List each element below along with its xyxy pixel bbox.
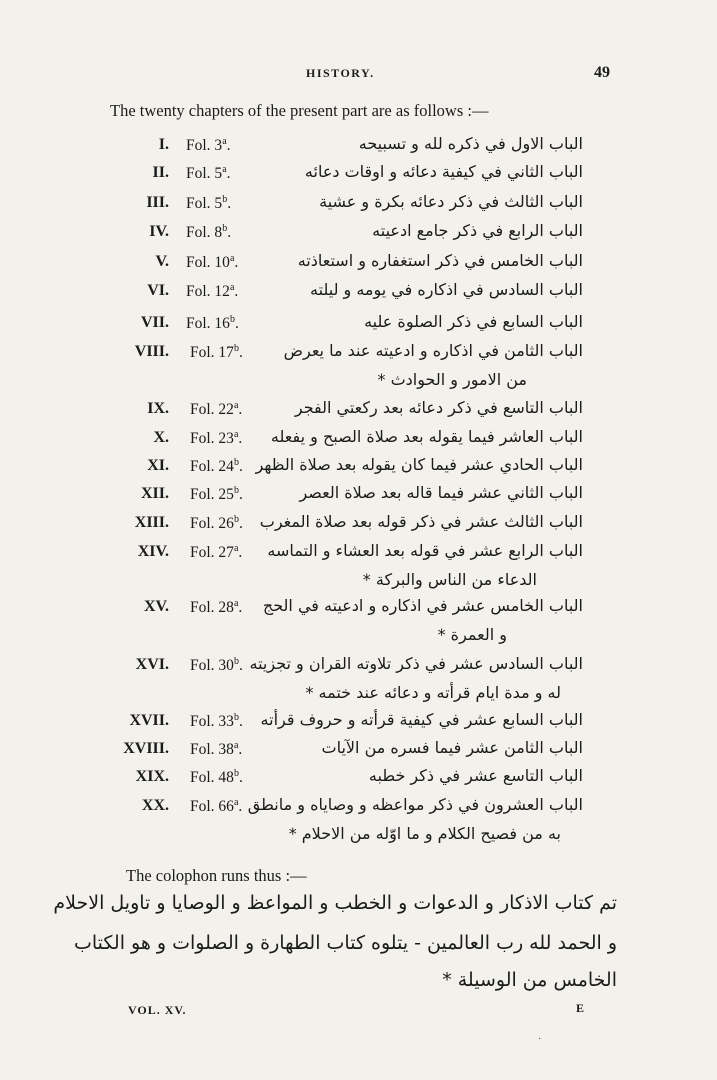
chapter-title-arabic: الباب العاشر فيما يقوله بعد صلاة الصبح و يفعله xyxy=(270,427,583,446)
folio-side: b xyxy=(229,314,235,325)
folio-side: a xyxy=(233,400,239,411)
folio-number: Fol. 16 xyxy=(186,315,230,333)
folio-side: b xyxy=(233,712,239,723)
folio-period: . xyxy=(234,254,239,272)
folio-period: . xyxy=(234,283,239,301)
chapter-title-continuation: له و مدة ايام قرأته و دعائه عند ختمه * xyxy=(305,683,561,702)
chapter-title-arabic: الباب التاسع عشر في ذكر خطبه xyxy=(368,766,583,785)
folio-side: a xyxy=(233,598,239,609)
folio-side: b xyxy=(233,656,239,667)
folio-side: a xyxy=(233,543,239,554)
folio-number: Fol. 33 xyxy=(190,713,234,731)
folio-period: . xyxy=(238,344,243,362)
chapter-row xyxy=(0,795,717,843)
folio-number: Fol. 5 xyxy=(186,165,223,183)
folio-number: Fol. 12 xyxy=(186,283,230,301)
chapter-numeral: V. xyxy=(155,253,169,270)
folio-period: . xyxy=(238,515,243,533)
folio-reference xyxy=(190,485,243,504)
folio-reference xyxy=(190,543,242,562)
folio-reference xyxy=(190,768,243,787)
folio-number: Fol. 17 xyxy=(190,344,234,362)
chapter-title-arabic: الباب الرابع في ذكر جامع ادعيته xyxy=(372,221,583,240)
chapter-row xyxy=(0,541,717,589)
folio-period: . xyxy=(238,657,243,675)
folio-side: a xyxy=(233,740,239,751)
chapter-numeral: IX. xyxy=(147,400,169,417)
chapter-row xyxy=(0,768,717,796)
folio-side: a xyxy=(222,164,227,175)
page-number: 49 xyxy=(594,64,610,81)
chapter-row xyxy=(0,282,717,310)
chapter-title-arabic: الباب الحادي عشر فيما كان يقوله بعد صلاة الظهر xyxy=(255,455,583,474)
chapter-title-continuation: من الامور و الحوادث * xyxy=(377,370,527,389)
chapter-title-arabic: الباب الثامن عشر فيما فسره من الآيات xyxy=(321,738,583,757)
printer-signature: E xyxy=(576,1001,585,1015)
chapter-title-continuation: الدعاء من الناس والبركة * xyxy=(362,570,537,589)
chapter-row xyxy=(0,740,717,768)
folio-period: . xyxy=(226,165,231,183)
chapter-row xyxy=(0,194,717,222)
chapter-numeral: I. xyxy=(158,136,169,153)
chapter-row xyxy=(0,457,717,485)
chapter-numeral: XIV. xyxy=(137,543,169,560)
folio-number: Fol. 10 xyxy=(186,254,230,272)
folio-side: b xyxy=(233,343,239,354)
chapter-numeral: II. xyxy=(152,164,169,181)
chapter-numeral: XVIII. xyxy=(123,740,169,757)
chapter-numeral: XII. xyxy=(140,485,169,502)
folio-reference xyxy=(186,314,239,333)
chapter-title-arabic: الباب العشرون في ذكر مواعظه و وصاياه و مانطق xyxy=(247,795,583,814)
chapter-row xyxy=(0,654,717,702)
folio-side: a xyxy=(222,136,227,147)
folio-number: Fol. 3 xyxy=(186,137,223,155)
chapter-row xyxy=(0,223,717,251)
chapter-title-arabic: الباب الرابع عشر في قوله بعد العشاء و التماسه xyxy=(267,541,583,560)
chapter-numeral: VII. xyxy=(140,314,169,331)
colophon-intro: The colophon runs thus :— xyxy=(126,866,307,885)
chapter-numeral: VIII. xyxy=(134,343,169,360)
page-mark: · xyxy=(538,1034,542,1045)
chapter-title-arabic: الباب الثامن في اذكاره و ادعيته عند ما يعرض xyxy=(283,341,583,360)
chapter-title-continuation: به من فصيح الكلام و ما اوّله من الاحلام * xyxy=(288,824,561,843)
folio-reference xyxy=(190,712,243,731)
folio-side: a xyxy=(229,282,235,293)
folio-number: Fol. 27 xyxy=(190,544,234,562)
chapter-numeral: VI. xyxy=(147,282,169,299)
running-head xyxy=(0,64,717,84)
folio-reference xyxy=(186,164,231,183)
chapter-row xyxy=(0,314,717,342)
chapter-title-arabic: الباب السابع في ذكر الصلوة عليه xyxy=(364,312,583,331)
chapter-title-arabic: الباب الثالث في ذكر دعائه بكرة و عشية xyxy=(319,192,583,211)
folio-reference xyxy=(186,194,231,213)
folio-reference xyxy=(190,740,242,759)
chapter-row xyxy=(0,514,717,542)
folio-reference xyxy=(190,598,242,617)
chapter-row xyxy=(0,164,717,192)
chapter-title-continuation: و العمرة * xyxy=(437,625,507,644)
chapter-title-arabic: الباب السابع عشر في كيفية قرأته و حروف قرأته xyxy=(260,710,583,729)
chapter-row xyxy=(0,253,717,281)
intro-text: The twenty chapters of the present part are as follows :— xyxy=(110,101,489,120)
folio-number: Fol. 48 xyxy=(190,769,234,787)
folio-period: . xyxy=(238,430,243,448)
folio-number: Fol. 38 xyxy=(190,741,234,759)
chapter-numeral: III. xyxy=(146,194,169,211)
chapter-row xyxy=(0,341,717,389)
volume-signature: VOL. XV. xyxy=(128,1003,187,1017)
folio-reference xyxy=(186,223,231,242)
folio-side: a xyxy=(233,429,239,440)
chapter-numeral: XVII. xyxy=(129,712,169,729)
folio-period: . xyxy=(238,741,243,759)
chapter-title-arabic: الباب السادس في اذكاره في يومه و ليلته xyxy=(310,280,583,299)
folio-period: . xyxy=(227,195,232,213)
chapter-title-arabic: الباب الاول في ذكره لله و تسبيحه xyxy=(358,134,583,153)
folio-period: . xyxy=(226,137,231,155)
folio-reference xyxy=(190,400,242,419)
chapter-title-arabic: الباب التاسع في ذكر دعائه بعد ركعتي الفجر xyxy=(294,398,583,417)
folio-period: . xyxy=(227,224,232,242)
folio-reference xyxy=(190,514,243,533)
folio-number: Fol. 28 xyxy=(190,599,234,617)
chapter-numeral: XIX. xyxy=(135,768,169,785)
folio-number: Fol. 26 xyxy=(190,515,234,533)
folio-number: Fol. 22 xyxy=(190,401,234,419)
folio-period: . xyxy=(238,798,243,816)
chapter-numeral: XI. xyxy=(147,457,169,474)
chapter-numeral: XVI. xyxy=(135,656,169,673)
folio-reference xyxy=(186,136,231,155)
folio-number: Fol. 8 xyxy=(186,224,223,242)
folio-reference xyxy=(190,656,243,675)
folio-period: . xyxy=(238,544,243,562)
folio-side: a xyxy=(229,253,235,264)
folio-number: Fol. 66 xyxy=(190,798,234,816)
folio-period: . xyxy=(238,769,243,787)
running-title: HISTORY. xyxy=(306,66,375,80)
chapter-numeral: XV. xyxy=(143,598,169,615)
folio-period: . xyxy=(238,599,243,617)
chapter-title-arabic: الباب الخامس عشر في اذكاره و ادعيته في الحج xyxy=(262,596,583,615)
chapter-row xyxy=(0,400,717,428)
folio-period: . xyxy=(238,458,243,476)
chapter-row xyxy=(0,712,717,740)
chapter-row xyxy=(0,485,717,513)
chapter-title-arabic: الباب السادس عشر في ذكر تلاوته القران و تجزيته xyxy=(249,654,583,673)
folio-reference xyxy=(190,343,243,362)
folio-number: Fol. 30 xyxy=(190,657,234,675)
chapter-numeral: IV. xyxy=(149,223,169,240)
chapter-title-arabic: الباب الثاني عشر فيما قاله بعد صلاة العصر xyxy=(299,483,583,502)
folio-side: b xyxy=(233,457,239,468)
chapter-row xyxy=(0,429,717,457)
folio-reference xyxy=(190,797,242,816)
colophon-line: تم كتاب الاذكار و الدعوات و الخطب و المواعظ و الوصايا و تاويل الاحلام xyxy=(53,892,617,914)
chapter-numeral: XIII. xyxy=(134,514,169,531)
folio-side: a xyxy=(233,797,239,808)
chapter-row xyxy=(0,596,717,644)
folio-number: Fol. 5 xyxy=(186,195,223,213)
folio-reference xyxy=(190,429,242,448)
chapter-title-arabic: الباب الثاني في كيفية دعائه و اوقات دعائه xyxy=(304,162,583,181)
chapter-numeral: X. xyxy=(153,429,169,446)
folio-period: . xyxy=(234,315,239,333)
chapter-row xyxy=(0,136,717,164)
colophon-line: الخامس من الوسيلة * xyxy=(442,969,617,991)
chapter-title-arabic: الباب الخامس في ذكر استغفاره و استعاذته xyxy=(297,251,583,270)
folio-side: b xyxy=(233,514,239,525)
folio-reference xyxy=(186,253,238,272)
folio-side: b xyxy=(222,194,228,205)
folio-period: . xyxy=(238,401,243,419)
folio-side: b xyxy=(233,768,239,779)
folio-number: Fol. 24 xyxy=(190,458,234,476)
folio-reference xyxy=(186,282,238,301)
folio-side: b xyxy=(222,223,228,234)
folio-number: Fol. 23 xyxy=(190,430,234,448)
chapter-numeral: XX. xyxy=(141,797,169,814)
folio-number: Fol. 25 xyxy=(190,486,234,504)
colophon-line: و الحمد لله رب العالمين - يتلوه كتاب الطهارة و الصلوات و هو الكتاب xyxy=(74,932,617,954)
chapter-title-arabic: الباب الثالث عشر في ذكر قوله بعد صلاة المغرب xyxy=(259,512,583,531)
folio-reference xyxy=(190,457,243,476)
folio-side: b xyxy=(233,485,239,496)
folio-period: . xyxy=(238,486,243,504)
folio-period: . xyxy=(238,713,243,731)
